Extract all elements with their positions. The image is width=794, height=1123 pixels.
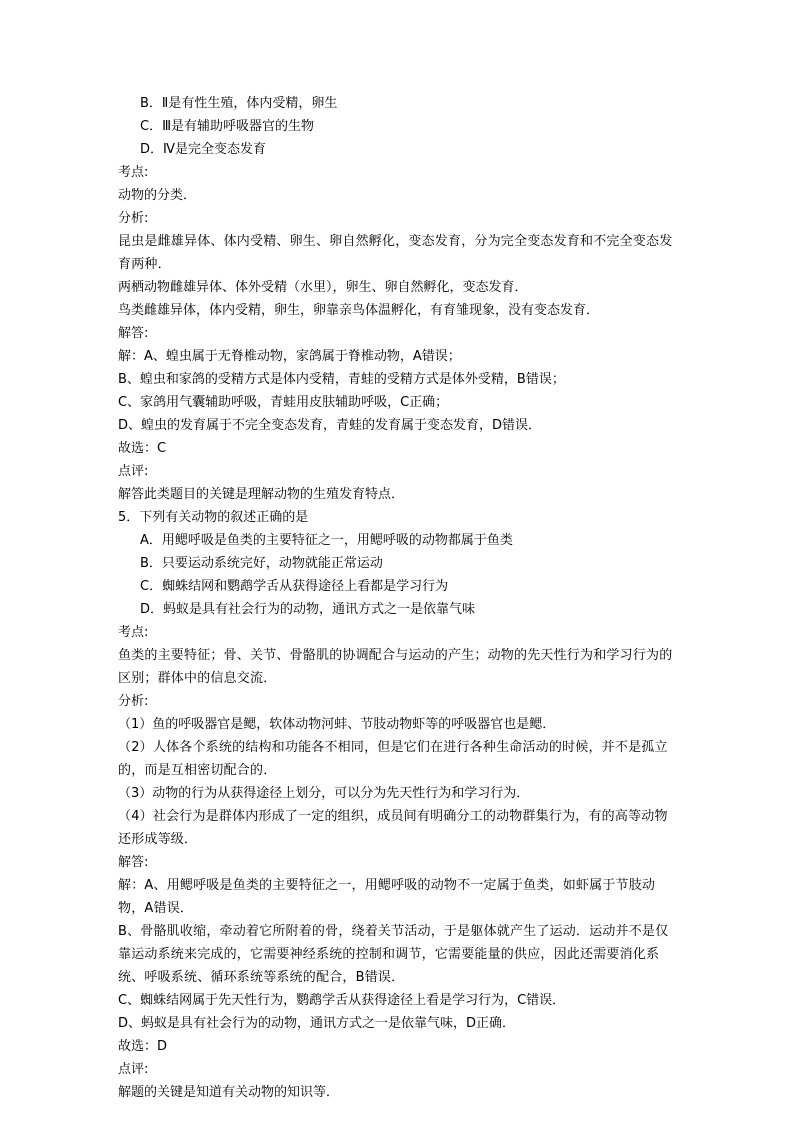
q4-option-d: D．Ⅳ是完全变态发育 [140,142,267,157]
q4-option-b: B．Ⅱ是有性生殖，体内受精，卵生 [140,96,338,111]
q5-jieda-label: 解答: [118,855,149,870]
q4-answer: 故选：C [118,441,167,456]
q5-jieda-2: B、骨骼肌收缩，牵动着它所附着的骨，绕着关节活动，于是躯体就产生了运动．运动并不是仅靠运动系统来完成的，它需要神经系统的控制和调节，它需要能量的供应，因此还需要消化系统、呼吸系统、循环系统等系统的配合，B错误． [118,924,669,985]
q5-fenxi-4: （4）社会行为是群体内形成了一定的组织，成员间有明确分工的动物群集行为，有的高等动物还形成等级． [118,809,668,847]
q4-dianping-label: 点评: [118,464,149,479]
q4-fenxi-1: 昆虫是雌雄异体、体内受精、卵生、卵自然孵化，变态发育，分为完全变态发育和不完全变态发育两种． [118,234,673,272]
q4-jieda-label: 解答: [118,326,149,341]
q4-jieda-3: C、家鸽用气囊辅助呼吸，青蛙用皮肤辅助呼吸，C正确； [118,395,449,410]
q4-kaodian: 动物的分类． [118,188,197,203]
q4-jieda-4: D、蝗虫的发育属于不完全变态发育，青蛙的发育属于变态发育，D错误． [118,418,542,433]
q5-kaodian: 鱼类的主要特征；骨、关节、骨骼肌的协调配合与运动的产生；动物的先天性行为和学习行为的区别；群体中的信息交流． [118,648,673,686]
q4-fenxi-2: 两栖动物雌雄异体、体外受精（水里），卵生、卵自然孵化，变态发育． [118,280,528,295]
q5-kaodian-label: 考点: [118,625,149,640]
q5-fenxi-1: （1）鱼的呼吸器官是鳃，软体动物河蚌、节肢动物虾等的呼吸器官也是鳃． [118,717,556,732]
q4-kaodian-label: 考点: [118,165,149,180]
q4-jieda-2: B、蝗虫和家鸽的受精方式是体内受精，青蛙的受精方式是体外受精，B错误； [118,372,565,387]
q4-fenxi-label: 分析: [118,211,149,226]
q5-fenxi-3: （3）动物的行为从获得途径上划分，可以分为先天性行为和学习行为． [118,786,530,801]
q5-jieda-1: 解：A、用鳃呼吸是鱼类的主要特征之一，用鳃呼吸的动物不一定属于鱼类，如虾属于节肢动物，A错误． [118,878,656,916]
q4-option-c: C．Ⅲ是有辅助呼吸器官的生物 [140,119,315,134]
q5-option-c: C．蜘蛛结网和鹦鹉学舌从获得途径上看都是学习行为 [140,579,449,594]
q4-jieda-1: 解：A、蝗虫属于无脊椎动物，家鸽属于脊椎动物，A错误； [118,349,461,364]
q5-stem: 5．下列有关动物的叙述正确的是 [118,510,309,525]
q5-dianping-label: 点评: [118,1062,149,1077]
q5-option-d: D．蚂蚁是具有社会行为的动物，通讯方式之一是依靠气味 [140,602,476,617]
q5-fenxi-label: 分析: [118,694,149,709]
q4-fenxi-3: 鸟类雌雄异体，体内受精，卵生，卵靠亲鸟体温孵化，有育雏现象，没有变态发育． [118,303,600,318]
q5-fenxi-2: （2）人体各个系统的结构和功能各不相同，但是它们在进行各种生命活动的时候，并不是孤立的，而是互相密切配合的． [118,740,668,778]
q5-jieda-3: C、蜘蛛结网属于先天性行为，鹦鹉学舌从获得途径上看是学习行为，C错误． [118,993,566,1008]
q5-jieda-4: D、蚂蚁是具有社会行为的动物，通讯方式之一是依靠气味，D正确． [118,1016,516,1031]
q5-option-a: A．用鳃呼吸是鱼类的主要特征之一，用鳃呼吸的动物都属于鱼类 [140,533,513,548]
q5-dianping: 解题的关键是知道有关动物的知识等． [118,1085,340,1100]
q5-option-b: B．只要运动系统完好，动物就能正常运动 [140,556,383,571]
q5-answer: 故选：D [118,1039,168,1054]
document-page [118,92,678,1104]
q4-dianping: 解答此类题目的关键是理解动物的生殖发育特点． [118,487,405,502]
